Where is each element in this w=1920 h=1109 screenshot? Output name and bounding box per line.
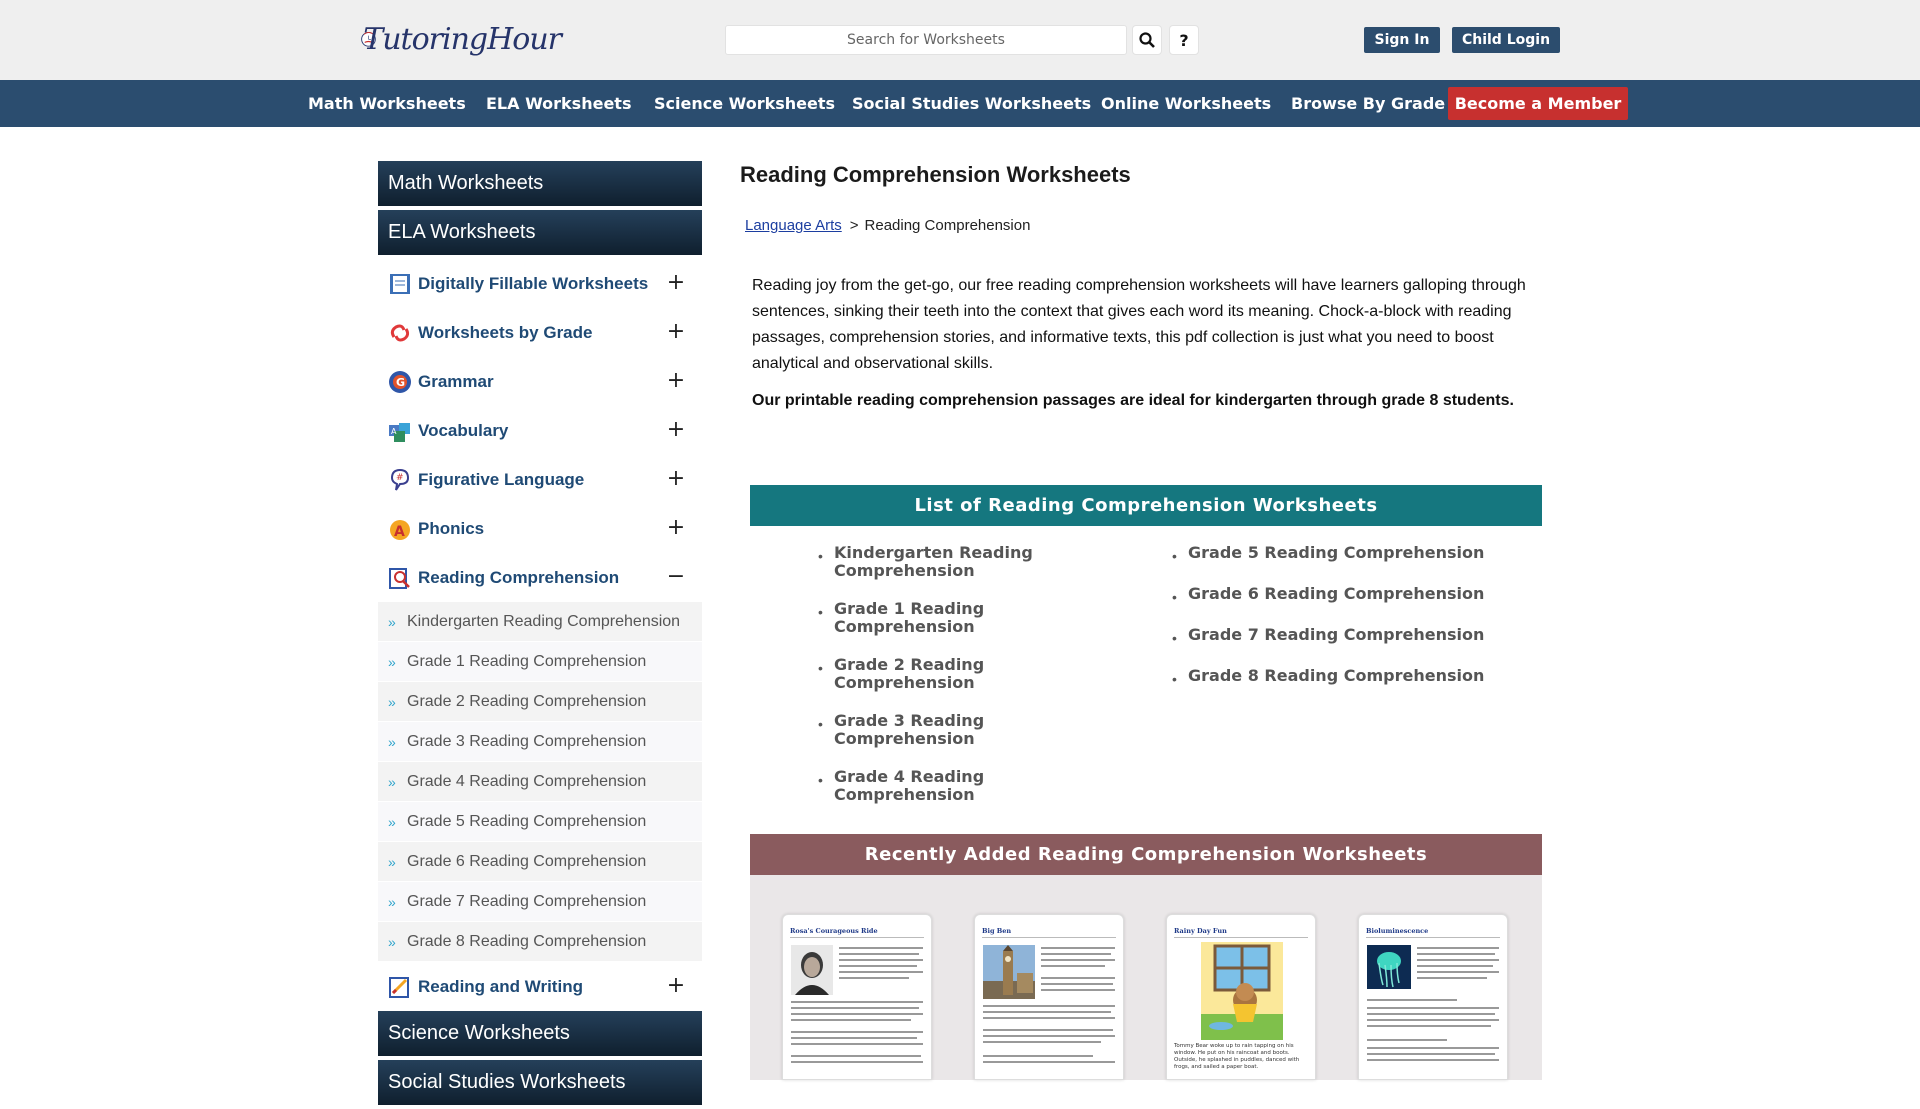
worksheet-list-right	[1172, 544, 1484, 708]
divider	[1366, 937, 1500, 938]
reading-writing-icon	[388, 975, 412, 999]
card-caption: Tommy Bear woke up to rain tapping on his window. He put on his raincoat and boots. Outside, he splashed in puddles, danced with frogs, and sailed a paper boat.	[1174, 1043, 1300, 1070]
text-line	[791, 1043, 923, 1045]
text-line	[1417, 953, 1495, 955]
text-line	[839, 947, 923, 949]
nav-online-worksheets[interactable]: Online Worksheets	[1101, 94, 1272, 113]
text-line	[1367, 1025, 1491, 1027]
list-item-label: Grade 5 Reading Comprehension	[1188, 543, 1485, 562]
text-line	[1041, 977, 1115, 979]
big-ben-image	[983, 945, 1035, 999]
figurative-icon	[388, 468, 412, 492]
nav-browse-by-grade[interactable]: Browse By Grade	[1291, 94, 1446, 113]
chevron-right-icon: »	[388, 933, 396, 950]
list-item-label: Grade 8 Reading Comprehension	[1188, 666, 1485, 685]
divider	[790, 937, 924, 938]
nav-ela-worksheets[interactable]: ELA Worksheets	[486, 94, 632, 113]
text-line	[1367, 1047, 1499, 1049]
sidebar-item-reading-and-writing[interactable]	[378, 962, 702, 1011]
bullet-icon: •	[818, 604, 823, 620]
card-title: Rainy Day Fun	[1174, 927, 1227, 935]
text-line	[1041, 947, 1115, 949]
sidebar	[378, 161, 702, 1109]
breadcrumb-current: Reading Comprehension	[864, 217, 1031, 234]
list-item-grade-5[interactable]	[1172, 544, 1484, 565]
intro-grade-note: Our printable reading comprehension passages are ideal for kindergarten through grade 8 students.	[752, 392, 1514, 409]
worksheet-list-left	[818, 544, 1104, 824]
reading-icon	[388, 566, 412, 590]
text-line	[1041, 953, 1111, 955]
text-line	[983, 1035, 1115, 1037]
svg-text:G: G	[396, 375, 406, 389]
text-line	[1367, 1039, 1447, 1041]
sidebar-sub-grade-1[interactable]	[378, 642, 702, 682]
sidebar-math-worksheets[interactable]: Math Worksheets	[378, 161, 702, 206]
card-title: Rosa's Courageous Ride	[790, 927, 878, 935]
chevron-right-icon: »	[388, 813, 396, 830]
sign-in-button[interactable]: Sign In	[1364, 27, 1440, 53]
sidebar-item-figurative-language[interactable]	[378, 455, 702, 504]
list-heading: List of Reading Comprehension Worksheets	[750, 485, 1542, 526]
worksheet-card[interactable]	[1166, 914, 1316, 1080]
text-line	[983, 1041, 1101, 1043]
divider	[982, 937, 1116, 938]
chevron-right-icon: »	[388, 653, 396, 670]
text-line	[983, 1061, 1115, 1063]
sidebar-sub-label: Grade 2 Reading Comprehension	[407, 692, 647, 710]
child-login-button[interactable]: Child Login	[1452, 27, 1560, 53]
text-line	[1041, 989, 1115, 991]
text-line	[1417, 977, 1487, 979]
text-line	[983, 1029, 1113, 1031]
sidebar-sub-grade-8[interactable]	[378, 922, 702, 962]
sidebar-item-phonics[interactable]	[378, 504, 702, 553]
chevron-right-icon: »	[388, 733, 396, 750]
chevron-right-icon: »	[388, 893, 396, 910]
expand-icon[interactable]: +	[666, 417, 686, 442]
text-line	[983, 1055, 1093, 1057]
sidebar-sub-grade-3[interactable]	[378, 722, 702, 762]
text-line	[839, 953, 919, 955]
text-line	[791, 1013, 923, 1015]
sidebar-item-grammar[interactable]	[378, 357, 702, 406]
text-line	[1367, 1013, 1495, 1015]
bullet-icon: •	[1172, 630, 1177, 646]
sidebar-item-label: Reading and Writing	[418, 976, 583, 996]
list-item-grade-8[interactable]	[1172, 667, 1484, 688]
rainy-day-image	[1201, 942, 1283, 1040]
list-item-label: Grade 6 Reading Comprehension	[1188, 584, 1485, 603]
text-line	[1041, 983, 1113, 985]
sidebar-science-worksheets[interactable]: Science Worksheets	[378, 1011, 702, 1056]
logo-text: TutoringHour	[363, 21, 561, 57]
sidebar-item-worksheets-by-grade[interactable]	[378, 308, 702, 357]
grade-icon	[388, 321, 412, 345]
help-button[interactable]: ?	[1169, 25, 1199, 55]
main-nav	[0, 80, 1920, 127]
portrait-image	[791, 945, 833, 995]
become-member-button[interactable]: Become a Member	[1448, 87, 1628, 120]
list-item-grade-2[interactable]	[818, 656, 1104, 692]
sidebar-sub-label: Grade 3 Reading Comprehension	[407, 732, 647, 750]
text-line	[1367, 1059, 1499, 1061]
list-item-label: Grade 7 Reading Comprehension	[1188, 625, 1485, 644]
nav-math-worksheets[interactable]: Math Worksheets	[308, 94, 466, 113]
search-button[interactable]	[1132, 25, 1162, 55]
expand-icon[interactable]: +	[666, 515, 686, 540]
reading-sub-list	[378, 602, 702, 962]
svg-text:A: A	[391, 426, 397, 436]
sidebar-item-label: Digitally Fillable Worksheets	[418, 273, 649, 293]
nav-science-worksheets[interactable]: Science Worksheets	[654, 94, 836, 113]
list-item-grade-3[interactable]	[818, 712, 1104, 748]
sidebar-sub-grade-2[interactable]	[378, 682, 702, 722]
sidebar-sub-grade-4[interactable]	[378, 762, 702, 802]
sidebar-item-label: Phonics	[418, 518, 485, 538]
text-line	[1367, 1007, 1499, 1009]
sidebar-item-label: Worksheets by Grade	[418, 322, 593, 342]
expand-icon[interactable]: +	[666, 368, 686, 393]
sidebar-sub-grade-5[interactable]	[378, 802, 702, 842]
list-item-label: Kindergarten Reading Comprehension	[834, 543, 1033, 580]
text-line	[1367, 999, 1457, 1001]
text-line	[1417, 947, 1499, 949]
text-line	[839, 959, 923, 961]
sidebar-item-reading-comprehension[interactable]	[378, 553, 702, 602]
sidebar-sub-grade-6[interactable]	[378, 842, 702, 882]
recent-heading: Recently Added Reading Comprehension Worksheets	[750, 834, 1542, 875]
sidebar-sub-grade-7[interactable]	[378, 882, 702, 922]
bullet-icon: •	[818, 716, 823, 732]
breadcrumb-language-arts[interactable]: Language Arts	[745, 217, 842, 234]
site-logo[interactable]	[361, 10, 561, 68]
list-item-grade-7[interactable]	[1172, 626, 1484, 647]
collapse-icon[interactable]: −	[666, 564, 686, 589]
card-title: Bioluminescence	[1366, 927, 1429, 935]
list-item-label: Grade 1 Reading Comprehension	[834, 599, 985, 636]
expand-icon[interactable]: +	[666, 466, 686, 491]
divider	[1174, 937, 1308, 938]
text-line	[839, 971, 923, 973]
list-item-label: Grade 3 Reading Comprehension	[834, 711, 985, 748]
text-line	[1417, 971, 1499, 973]
sidebar-sub-label: Kindergarten Reading Comprehension	[407, 612, 681, 630]
sidebar-item-label: Vocabulary	[418, 420, 509, 440]
text-line	[791, 1055, 921, 1057]
vocabulary-icon	[388, 419, 412, 443]
grammar-icon	[388, 370, 412, 394]
expand-icon[interactable]: +	[666, 270, 686, 295]
expand-icon[interactable]: +	[666, 319, 686, 344]
chevron-right-icon: »	[388, 693, 396, 710]
text-line	[1367, 1019, 1499, 1021]
sidebar-social-studies-worksheets[interactable]: Social Studies Worksheets	[378, 1060, 702, 1105]
sidebar-sub-label: Grade 7 Reading Comprehension	[407, 892, 647, 910]
text-line	[1417, 959, 1499, 961]
breadcrumb-separator: >	[849, 217, 859, 234]
sidebar-item-digitally-fillable[interactable]	[378, 259, 702, 308]
text-line	[1041, 965, 1105, 967]
worksheet-card[interactable]	[1358, 914, 1508, 1080]
expand-icon[interactable]: +	[666, 973, 686, 998]
text-line	[791, 1061, 923, 1063]
sidebar-sub-label: Grade 6 Reading Comprehension	[407, 852, 647, 870]
worksheet-card[interactable]	[782, 914, 932, 1080]
phonics-icon	[388, 517, 412, 541]
sidebar-sub-label: Grade 5 Reading Comprehension	[407, 812, 647, 830]
bullet-icon: •	[1172, 548, 1177, 564]
bullet-icon: •	[818, 772, 823, 788]
list-item-grade-6[interactable]	[1172, 585, 1484, 606]
chevron-right-icon: »	[388, 613, 396, 630]
text-line	[791, 1031, 923, 1033]
list-item-kindergarten[interactable]	[818, 544, 1104, 580]
search-input[interactable]	[725, 25, 1127, 55]
sidebar-item-vocabulary[interactable]	[378, 406, 702, 455]
text-line	[791, 1019, 911, 1021]
text-line	[1367, 1053, 1495, 1055]
intro-paragraph: Reading joy from the get-go, our free reading comprehension worksheets will have learners galloping through sentences, sinking their teeth into the context that gives each word its meaning. Chock-a-block with reading passages, comprehension stories, and informative texts, this pdf collection is just what you need to boost analytical and observational skills.	[752, 277, 1526, 372]
top-header	[0, 0, 1920, 80]
nav-social-studies-worksheets[interactable]: Social Studies Worksheets	[852, 94, 1092, 113]
list-item-label: Grade 4 Reading Comprehension	[834, 767, 985, 804]
bullet-icon: •	[818, 660, 823, 676]
sidebar-sub-label: Grade 8 Reading Comprehension	[407, 932, 647, 950]
jellyfish-image	[1367, 945, 1411, 989]
text-line	[1417, 965, 1493, 967]
text-line	[983, 1011, 1111, 1013]
text-line	[1041, 959, 1115, 961]
text-line	[791, 1037, 917, 1039]
card-title: Big Ben	[982, 927, 1012, 935]
sidebar-sub-label: Grade 4 Reading Comprehension	[407, 772, 647, 790]
text-line	[839, 965, 917, 967]
fillable-icon	[388, 272, 412, 296]
text-line	[983, 1005, 1115, 1007]
sidebar-item-label: Reading Comprehension	[418, 567, 620, 587]
page-title: Reading Comprehension Worksheets	[740, 162, 1131, 187]
worksheet-card[interactable]	[974, 914, 1124, 1080]
text-line	[791, 1001, 923, 1003]
bullet-icon: •	[818, 548, 823, 564]
text-line	[839, 977, 909, 979]
sidebar-sub-kindergarten[interactable]	[378, 602, 702, 642]
text-line	[791, 1007, 919, 1009]
sidebar-item-label: Figurative Language	[418, 469, 585, 489]
list-item-grade-4[interactable]	[818, 768, 1104, 804]
svg-text:#: #	[396, 472, 404, 483]
list-item-grade-1[interactable]	[818, 600, 1104, 636]
sidebar-sub-label: Grade 1 Reading Comprehension	[407, 652, 647, 670]
breadcrumb	[745, 217, 1030, 234]
svg-text:A: A	[394, 523, 405, 540]
sidebar-ela-worksheets[interactable]: ELA Worksheets	[378, 210, 702, 255]
bullet-icon: •	[1172, 589, 1177, 605]
bullet-icon: •	[1172, 671, 1177, 687]
search-icon	[1139, 32, 1155, 48]
sidebar-item-label: Grammar	[418, 371, 494, 391]
list-item-label: Grade 2 Reading Comprehension	[834, 655, 985, 692]
text-line	[983, 1017, 1115, 1019]
chevron-right-icon: »	[388, 853, 396, 870]
chevron-right-icon: »	[388, 773, 396, 790]
